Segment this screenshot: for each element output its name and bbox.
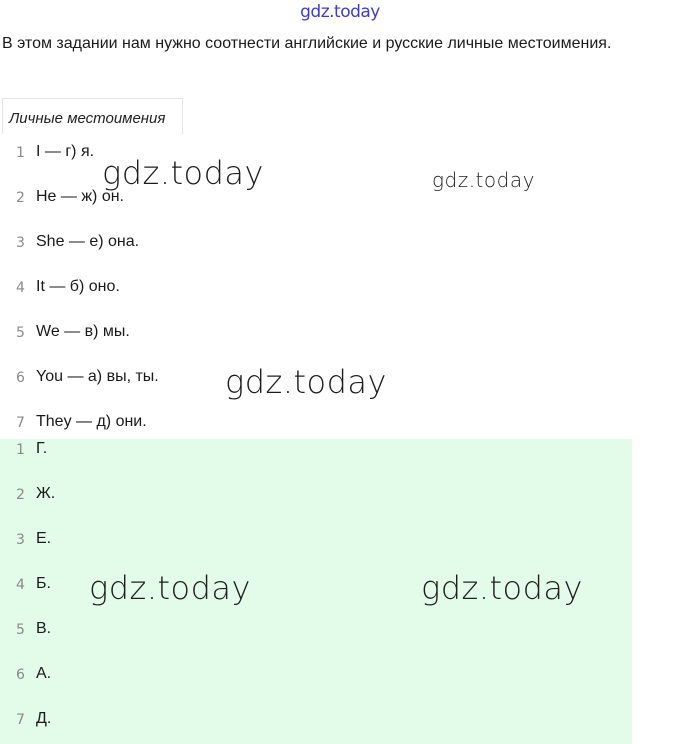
item-number: 6 xyxy=(16,667,25,683)
item-number: 4 xyxy=(16,280,25,296)
list-item xyxy=(0,265,632,310)
item-text: She — е) она. xyxy=(36,233,140,250)
item-text: Д. xyxy=(36,710,52,727)
list-item xyxy=(0,472,632,517)
item-number: 3 xyxy=(16,532,25,548)
list-item xyxy=(0,427,632,472)
item-number: 2 xyxy=(16,487,25,503)
item-text: He — ж) он. xyxy=(36,188,124,205)
item-number: 1 xyxy=(16,145,25,161)
item-number: 4 xyxy=(16,577,25,593)
watermark: gdz.today xyxy=(432,168,535,192)
tab-personal-pronouns[interactable]: Личные местоимения xyxy=(2,98,183,134)
list-item xyxy=(0,607,632,652)
item-text: Е. xyxy=(36,530,52,547)
item-number: 7 xyxy=(16,415,25,431)
item-text: Б. xyxy=(36,575,51,592)
item-text: You — а) вы, ты. xyxy=(36,368,159,385)
list-item xyxy=(0,175,632,220)
item-text: I — г) я. xyxy=(36,143,95,160)
item-text: А. xyxy=(36,665,52,682)
list-item xyxy=(0,220,632,265)
watermark: gdz.today xyxy=(225,363,387,401)
site-logo[interactable]: gdz.today xyxy=(300,2,380,22)
item-number: 2 xyxy=(16,190,25,206)
item-text: Ж. xyxy=(36,485,56,502)
watermark: gdz.today xyxy=(102,154,264,192)
list-item xyxy=(0,517,632,562)
item-text: They — д) они. xyxy=(36,413,147,430)
list-item xyxy=(0,652,632,697)
item-number: 5 xyxy=(16,622,25,638)
watermark: gdz.today xyxy=(89,569,251,607)
item-number: 7 xyxy=(16,712,25,728)
item-number: 1 xyxy=(16,442,25,458)
item-text: We — в) мы. xyxy=(36,323,130,340)
item-text: Г. xyxy=(36,440,48,457)
list-item xyxy=(0,697,632,742)
item-text: В. xyxy=(36,620,52,637)
watermark: gdz.today xyxy=(421,569,583,607)
item-number: 3 xyxy=(16,235,25,251)
task-intro-text: В этом задании нам нужно соотнести английские и русские личные местоимения. xyxy=(2,35,612,52)
item-number: 6 xyxy=(16,370,25,386)
item-text: It — б) оно. xyxy=(36,278,120,295)
item-number: 5 xyxy=(16,325,25,341)
list-item xyxy=(0,310,632,355)
list-item xyxy=(0,130,632,175)
